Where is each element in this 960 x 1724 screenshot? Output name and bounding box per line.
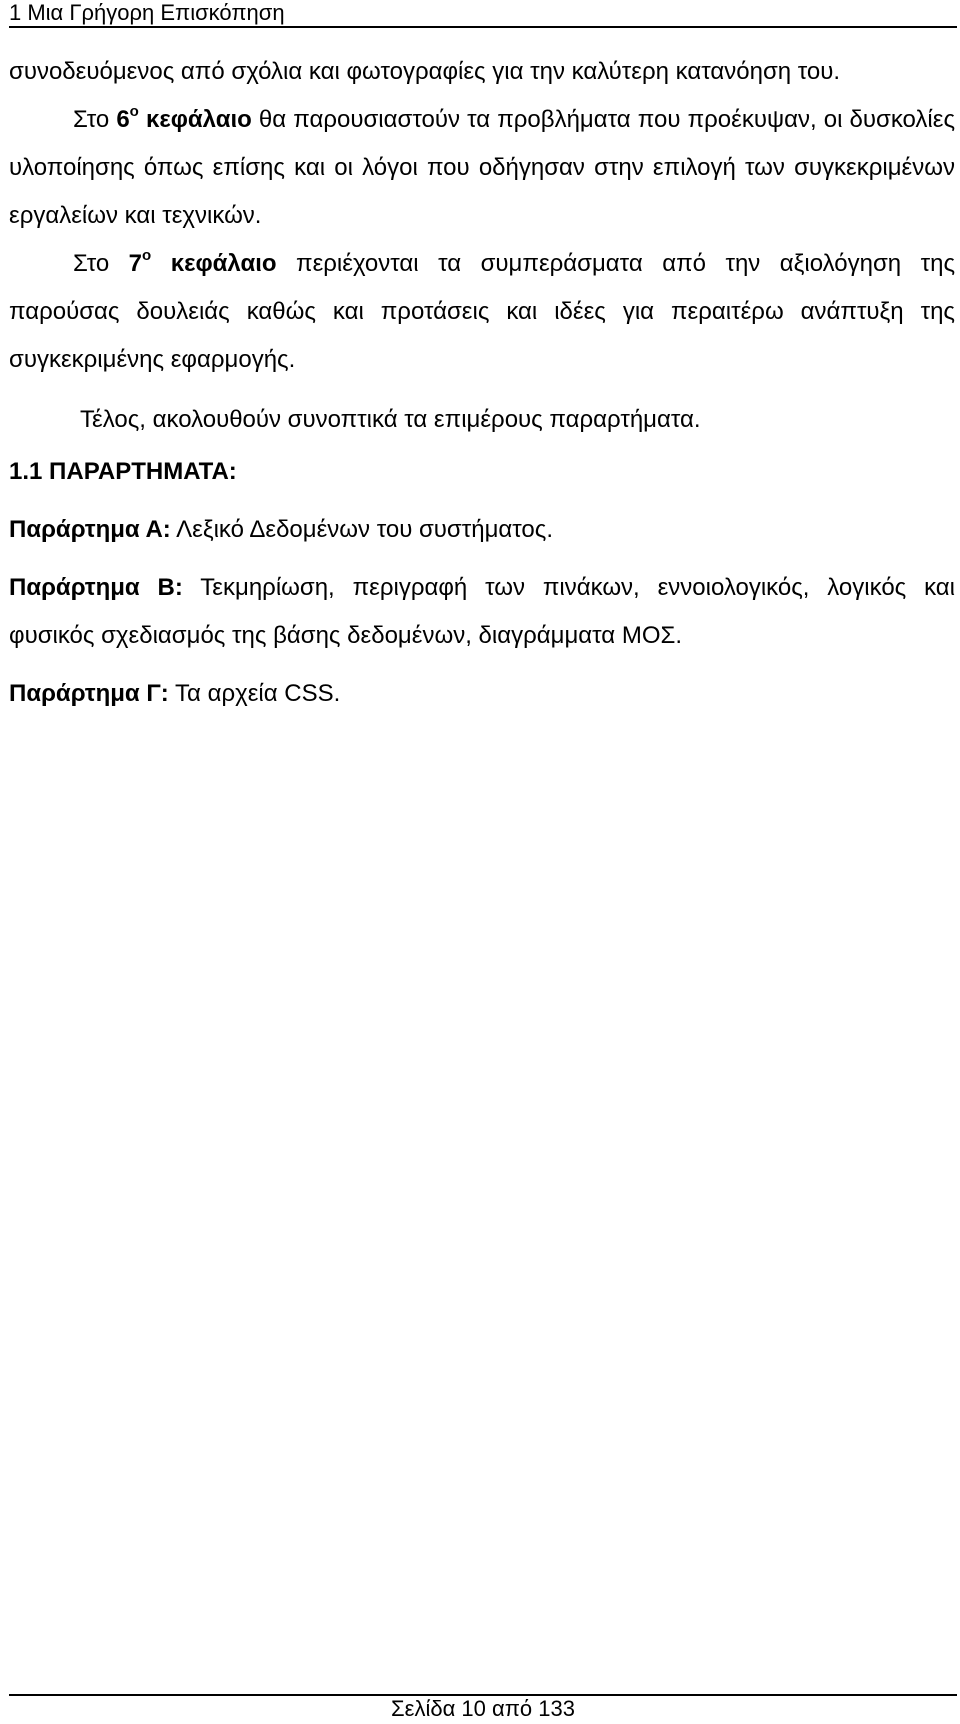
appendix-label: Παράρτημα Α: (9, 516, 171, 543)
paragraph-text: Τέλος, ακολουθούν συνοπτικά τα επιμέρους παραρτήματα. (80, 406, 701, 433)
chapter-word: κεφάλαιο (151, 250, 277, 277)
appendix-label: Παράρτημα Β: (9, 574, 183, 601)
chapter-number: 6 (116, 106, 130, 133)
section-heading-appendices: 1.1 ΠΑΡΑΡΤΗΜΑΤΑ: (9, 458, 237, 485)
chapter-title: 1 Μια Γρήγορη Επισκόπηση (9, 0, 285, 25)
paragraph-intro-continuation (9, 48, 955, 96)
ordinal-superscript: ο (129, 103, 139, 120)
appendix-description: Τα αρχεία CSS. (168, 680, 341, 707)
appendix-a (9, 506, 955, 554)
paragraph-text: συνοδευόμενος από σχόλια και φωτογραφίες για την καλύτερη κατανόηση του. (9, 58, 841, 85)
appendix-label: Παράρτημα Γ: (9, 680, 169, 707)
appendix-description: Λεξικό Δεδομένων του συστήματος. (170, 516, 553, 543)
paragraph-chapter-7 (9, 240, 955, 384)
page-body (9, 48, 955, 718)
page-footer (9, 1694, 957, 1722)
appendix-c (9, 670, 955, 718)
paragraph-text: περιέχονται τα συμπεράσματα από την αξιολόγηση της παρούσας δουλειάς καθώς και προτάσεις και ιδέες για περαιτέρω ανάπτυξη της συγκεκριμένης εφαρμογής. (9, 250, 956, 373)
chapter-number: 7 (128, 250, 143, 277)
running-header (9, 0, 957, 28)
paragraph-chapter-6 (9, 96, 955, 240)
chapter-word: κεφάλαιο (138, 106, 252, 133)
ordinal-superscript: ο (142, 247, 152, 264)
paragraph-closing (9, 396, 955, 444)
page-number: Σελίδα 10 από 133 (391, 1696, 575, 1721)
appendix-description: Τεκμηρίωση, περιγραφή των πινάκων, εννοιολογικός, λογικός και φυσικός σχεδιασμός της βάσης δεδομένων, διαγράμματα ΜΟΣ. (9, 574, 955, 649)
appendix-b (9, 564, 955, 660)
paragraph-lead: Στο (73, 250, 129, 277)
paragraph-lead: Στο (73, 106, 117, 133)
paragraph-text: θα παρουσιαστούν τα προβλήματα που προέκυψαν, οι δυσκολίες υλοποίησης όπως επίσης και οι λόγοι που οδήγησαν στην επιλογή των συγκεκριμένων εργαλείων και τεχνικών. (9, 106, 956, 229)
